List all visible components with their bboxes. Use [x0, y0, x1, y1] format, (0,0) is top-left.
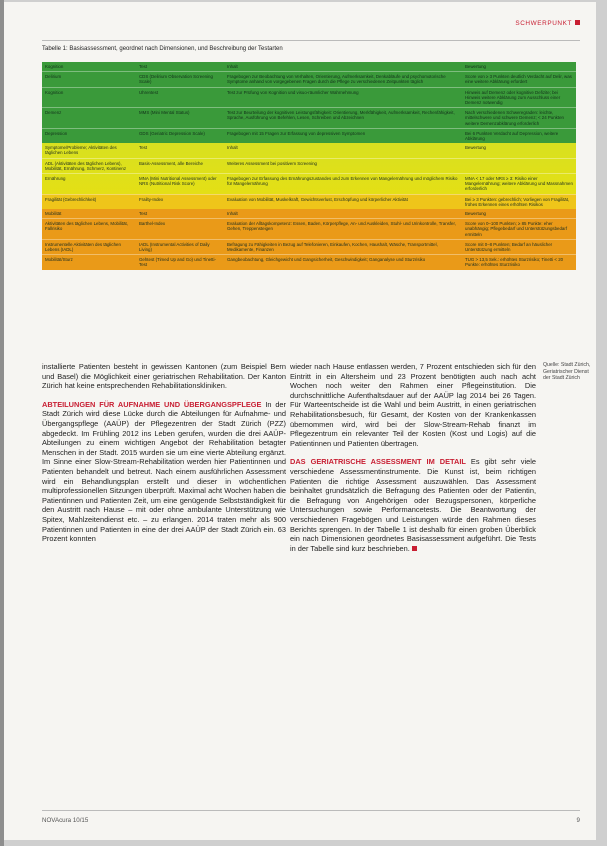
footer-rule — [42, 810, 580, 811]
table-row — [42, 158, 576, 173]
table-header-cell: Inhalt — [227, 145, 238, 151]
table-header-cell: Inhalt — [227, 64, 238, 69]
table-cell: Fragebogen zur Erfassung des Ernährungszustandes und zum Erkennen von Mangelernährung und möglichem Risiko für Mangelernährung — [227, 176, 458, 187]
table-cell: Hinweis auf Demenz oder kognitive Defizite; bei Hinweis weitere Abklärung zum Ausschluss einer Demenz notwendig — [465, 89, 561, 106]
table-cell: Score mit 0–8 Punkten; Bedarf an häuslicher Unterstützung ermitteln — [465, 241, 553, 253]
body-paragraph: wieder nach Hause entlassen werden, 7 Prozent entschieden sich für den Eintritt in ein Altersheim und 23 Prozent benötigten auch nach acht Wochen noch weiter den Rahmen einer Pflegeinstitution. Die durchschnittliche Aufenthaltsdauer auf der AAÜP lag 2014 bei 26 Tagen. Für Warteentscheide ist die Wahl und beim Austritt, in einen geriatrischen Rehabilitationsbesuch, für Gesamt, der Kosten von der Krankenkassen übernommen wird, wird bei der Slow-Stream-Rehab finanzt im Pflegezentrum ein relevanter Teil der Kosten (Kost und Logis) auf die Patientinnen und Patienten übertragen. — [290, 362, 536, 448]
table-header-cell: Test — [139, 211, 148, 217]
table-cell: Score von 0–100 Punkten; ≥ 85 Punkte: eher unabhängig; Pflegebedarf und Unterstützungsbedarf ermitteln — [465, 221, 568, 237]
table-cell: Kognition — [45, 89, 64, 95]
table-cell: Nach verschiedenen Schweregraden: leichte, mittelschwere und schwere Demenz; < 24 Punkten weitere Demenzabklärung erforderlich — [465, 110, 564, 126]
table-row — [42, 71, 576, 86]
table-caption: Tabelle 1: Basisassessment, geordnet nach Dimensionen, und Beschreibung der Testarten — [42, 46, 283, 52]
table-row — [42, 194, 576, 209]
table-cell: CDS (Delirium Observation Screening Scale) — [139, 74, 213, 85]
table-cell: Evaluation der Alltagskompetenz: Essen, Baden, Körperpflege, An- und Auskleiden, Stuhl- und Urinkontrolle, Transfer, Gehen, Treppensteigen — [227, 221, 456, 232]
table-row — [42, 87, 576, 108]
table-row — [42, 128, 576, 143]
table-row — [42, 254, 576, 269]
table-header-cell: Inhalt — [227, 211, 238, 217]
table-row — [42, 173, 576, 194]
column-left — [42, 362, 286, 544]
table-header-row — [42, 143, 576, 157]
table-header-cell: Bewertung — [465, 145, 486, 151]
table-cell: Fragebogen zur Beobachtung von Verhalten, Orientierung, Aufmerksamkeit, Denkabläufe und psychomotorische Symptome anhand von vorgegebenen Fragen durch die Pflege zu verschiedenen Zeitpunkten täglich — [227, 74, 446, 85]
table-cell: IADL (Instrumental Activities of Daily Living) — [139, 241, 210, 253]
table-cell: Befragung zu Fähigkeiten in Bezug auf Telefonieren, Einkaufen, Kochen, Haushalt, Wäsche, Transportmittel, Medikamente, Finanzen — [227, 241, 438, 253]
table-row — [42, 239, 576, 254]
table-header-cell: Bewertung — [465, 211, 486, 217]
table-cell: Instrumentelle Aktivitäten des täglichen Lebens (IADL) — [45, 241, 121, 253]
table-cell: Bei ≥ 3 Punkten: gebrechlich; Vorliegen von Fragilität, frühes Erkennen eines erhöhten Risikos — [465, 196, 570, 207]
table-cell: MMS (Mini Mental Status) — [139, 110, 190, 116]
table-cell — [462, 159, 576, 173]
table-header-cell: Mobilität — [45, 211, 62, 217]
table-cell: Basis-Assessment, alle Bereiche — [139, 160, 203, 166]
table-cell: Ernährung — [45, 176, 66, 182]
source-note: Quelle: Stadt Zürich, Geriatrischer Dienst der Stadt Zürich — [543, 362, 591, 382]
body-paragraph: Es gibt sehr viele verschiedene Assessmentinstrumente. Die Kunst ist, beim richtigen Patienten die richtige Assessment auszuwählen. Das Assessment beinhaltet grundsätzlich die Befragung des Patienten oder der Patientin, die Befragung von Angehörigen oder Bezugspersonen, körperliche Untersuchungen sowie Performancetests. Die Beantwortung der verschiedenen Fragebögen und Leistungen würde den Rahmen dieses Berichts sprengen. In der Tabelle 1 ist deshalb für einen groben Überblick ein nach Dimensionen geordnetes Basisassessment aufgeführt. Die Tests in der Tabelle sind kurz beschrieben. — [290, 457, 536, 553]
table-header-row — [42, 62, 576, 71]
table-cell: Fragilität (Gebrechlichkeit) — [45, 196, 97, 202]
page — [4, 2, 596, 840]
section-heading: ABTEILUNGEN FÜR AUFNAHME UND ÜBERGANGSPFLEGE — [42, 399, 262, 409]
section-header: SCHWERPUNKT — [515, 20, 580, 27]
section-heading: DAS GERIATRISCHE ASSESSMENT IM DETAIL — [290, 457, 466, 467]
body-paragraph: In der Stadt Zürich wird diese Lücke durch die Abteilungen für Aufnahme- und Übergangspflege (AAÜP) der Pflegezentren der Stadt Zürich (PZZ) abgedeckt. Im Frühling 2012 ins Leben gerufen, wurden die drei AAÜP-Abteilungen zu einem wichtigen Angebot der Rehabilitation betagter Menschen in der Stadt. 2015 wurden sie um eine vierte Abteilung ergänzt. Im Sinne einer Slow-Stream-Rehabilitation werden hier Patientinnen und Patienten behandelt und betreut. Nach einem ausführlichen Assessment wird ein Behandlungsplan erstellt und dieser in wöchentlichen multiprofessionellen Sitzungen überprüft. Maximal acht Wochen haben die Patientinnen und Patienten Zeit, um eine genügende Selbstständigkeit für den Austritt nach Hause – mit oder ohne ambulante Unterstützung wie Spitex, Mahlzeitendienst etc. – zu erlangen. 2014 traten mehr als 900 Patientinnen und Patienten in eine der drei AAÜP der Stadt Zürich ein. 63 Prozent konnten — [42, 399, 286, 544]
table-header-cell: Test — [139, 145, 148, 151]
table-row — [42, 218, 576, 239]
red-square-icon — [575, 20, 580, 25]
table-cell: Test zur Prüfung von Kognition und visuo-räumlicher Wahrnehmung — [227, 89, 359, 95]
page-number: 9 — [576, 817, 580, 824]
table-cell: Weiteres Assessment bei positivem Screening — [227, 160, 317, 166]
table-cell: GDS (Geriatric Depression Scale) — [139, 130, 205, 136]
table-row — [42, 107, 576, 128]
top-rule — [42, 40, 580, 41]
table-cell: Demenz — [45, 110, 62, 116]
footer-magazine: NOVAcura 10/15 — [42, 817, 89, 824]
table-cell: ADL (Aktivitäten des täglichen Lebens), Mobilität, Ernährung, Schmerz, Kontinenz — [45, 160, 127, 171]
table-cell: Gehtest (Timed Up and Go) und Tinetti-Test — [139, 257, 216, 268]
table-header-cell: Kognition — [45, 64, 64, 69]
table-cell: Test zur Beurteilung der kognitiven Leistungsfähigkeit: Orientierung, Merkfähigkeit, Aufmerksamkeit, Rechenfähigkeit, Sprache, Ausführung von Befehlen, Lesen, Schreiben und Abzeichnen — [227, 110, 455, 121]
table-header-cell: Bewertung — [465, 64, 486, 69]
table-cell: Uhrentest — [139, 89, 159, 95]
table-group — [42, 143, 576, 209]
end-square-icon — [412, 546, 417, 551]
table-cell: Mobilität/Sturz — [45, 257, 73, 263]
table-header-row — [42, 209, 576, 218]
table-cell: Score von ≥ 3 Punkten deutlich Verdacht auf Delir, was eine weitere Abklärung erfordert — [465, 74, 572, 85]
table-cell: Gangbeobachtung, Gleichgewicht und Gangsicherheit, Geschwindigkeit; Ganganalyse und Sturzrisiko — [227, 257, 426, 263]
table-group — [42, 62, 576, 143]
table-cell: Bei 6 Punkten Verdacht auf Depression, weitere Abklärung — [465, 130, 559, 142]
column-right — [290, 362, 536, 553]
table-header-cell: Test — [139, 64, 148, 69]
table-cell: Aktivitäten des täglichen Lebens, Mobilität, Fallrisiko — [45, 221, 128, 232]
table-cell: Evaluation von Mobilität, Muskelkraft, Gewichtsverlust, Erschöpfung und körperlicher Aktivität — [227, 196, 408, 202]
table-group — [42, 209, 576, 270]
table-cell: Barthel-Index — [139, 221, 166, 227]
intro-paragraph: installierte Patienten besteht in gewissen Kantonen (zum Beispiel Bern und Basel) die Möglichkeit einer geriatrischen Rehabilitation. Der Kanton Zürich hat keine entsprechenden Rehabilitationskliniken. — [42, 362, 286, 391]
table-cell: Delirium — [45, 74, 62, 80]
table-cell: MNA (Mini Nutritional Assessment) oder NRS (Nutritional Risk Score) — [139, 176, 217, 187]
table-cell: Fragebogen mit 15 Fragen zur Erfassung von depressiven Symptomen — [227, 130, 366, 136]
table-cell: TUG > 13,5 Sek.: erhöhtes Sturzrisiko; Tinetti < 20 Punkte: erhöhtes Sturzrisiko — [465, 257, 564, 268]
table-header-cell: Symptome/Probleme; Aktivitäten des täglichen Lebens — [45, 145, 117, 156]
table-cell: MNA < 17 oder NRS ≥ 3: Risiko einer Mangelernährung; weitere Abklärung und Massnahmen erforderlich — [465, 176, 573, 192]
table-cell: Frailty-Index — [139, 196, 164, 202]
assessment-table — [42, 62, 576, 270]
table-cell: Depression — [45, 130, 68, 136]
